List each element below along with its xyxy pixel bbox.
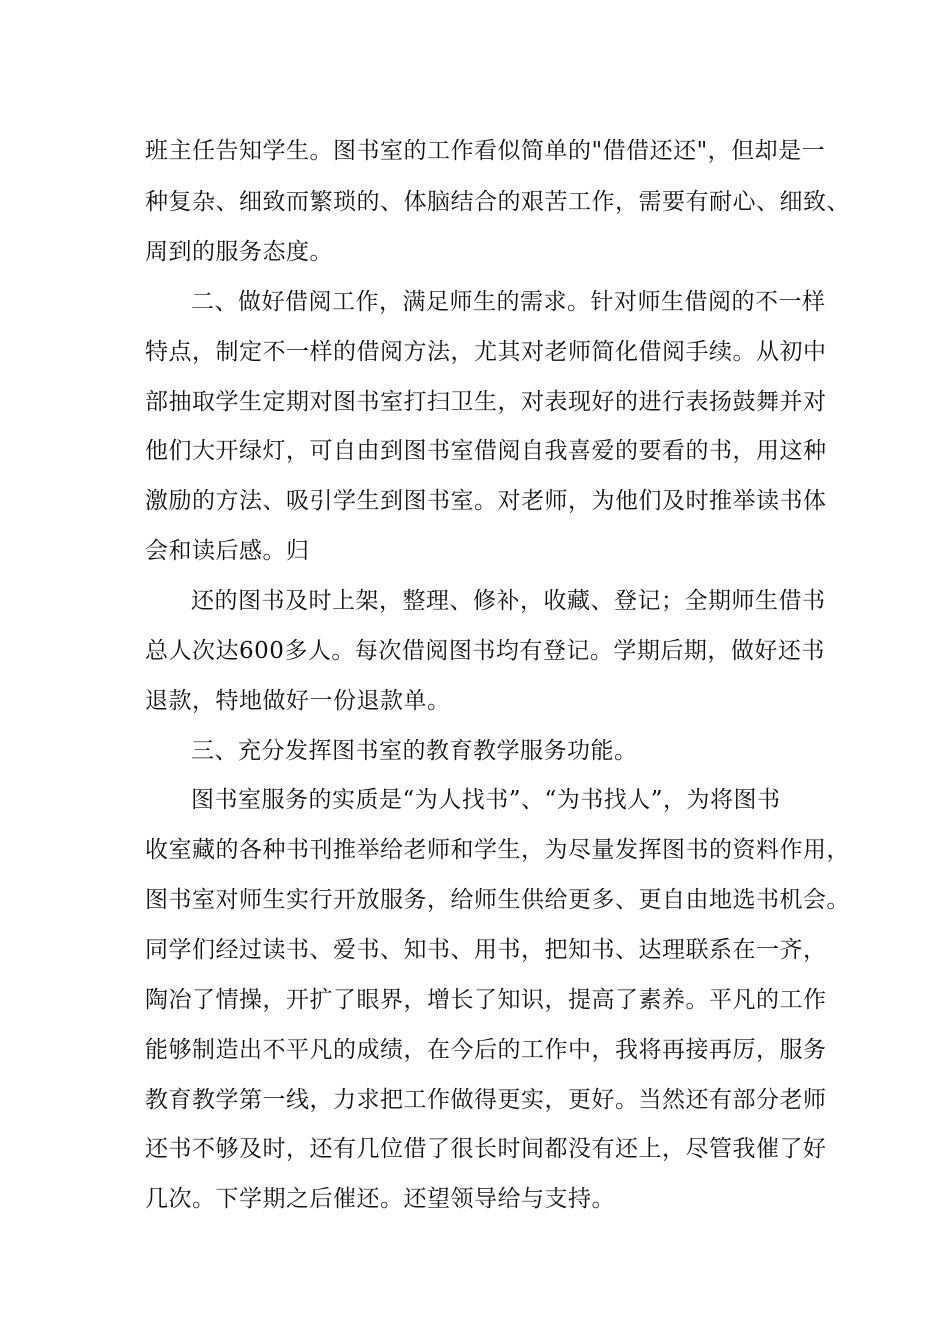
section-heading-line: 三、充分发挥图书室的教育教学服务功能。 <box>191 738 638 764</box>
text-line: 教育教学第一线，力求把工作做得更实，更好。当然还有部分老师 <box>145 1087 827 1113</box>
text-line: 还书不够及时，还有几位借了很长时间都没有还上，尽管我催了好 <box>145 1136 827 1162</box>
text-line: 收室藏的各种书刊推举给老师和学生，为尽量发挥图书的资料作用， <box>145 837 850 863</box>
paragraph-start-line: 图书室服务的实质是“为人找书”、“为书找人”，为将图书 <box>191 787 781 813</box>
text-line: 种复杂、细致而繁琐的、体脑结合的艰苦工作，需要有耐心、细致、 <box>145 189 850 215</box>
paragraph-start-line: 二、做好借阅工作，满足师生的需求。针对师生借阅的不一样 <box>191 289 826 315</box>
text-line: 总人次达600多人。每次借阅图书均有登记。学期后期，做好还书 <box>145 638 825 664</box>
text-line: 部抽取学生定期对图书室打扫卫生，对表现好的进行表扬鼓舞并对 <box>145 389 827 415</box>
text-line: 他们大开绿灯，可自由到图书室借阅自我喜爱的要看的书，用这种 <box>145 438 827 464</box>
text-line: 几次。下学期之后催还。还望领导给与支持。 <box>145 1186 615 1212</box>
text-line: 图书室对师生实行开放服务，给师生供给更多、更自由地选书机会。 <box>145 887 850 913</box>
text-line: 能够制造出不平凡的成绩，在今后的工作中，我将再接再厉，服务 <box>145 1037 827 1063</box>
text-line: 陶冶了情操，开扩了眼界，增长了知识，提高了素养。平凡的工作 <box>145 987 827 1013</box>
text-line: 周到的服务态度。 <box>145 239 333 265</box>
text-line: 会和读后感。归 <box>145 538 310 564</box>
text-line: 退款，特地做好一份退款单。 <box>145 688 451 714</box>
paragraph-start-line: 还的图书及时上架，整理、修补，收藏、登记；全期师生借书 <box>191 588 826 614</box>
text-line: 同学们经过读书、爱书、知书、用书，把知书、达理联系在一齐， <box>145 937 827 963</box>
text-line: 特点，制定不一样的借阅方法，尤其对老师简化借阅手续。从初中 <box>145 339 827 365</box>
text-line: 班主任告知学生。图书室的工作看似简单的"借借还还"，但却是一 <box>145 138 826 164</box>
text-line: 激励的方法、吸引学生到图书室。对老师，为他们及时推举读书体 <box>145 488 827 514</box>
